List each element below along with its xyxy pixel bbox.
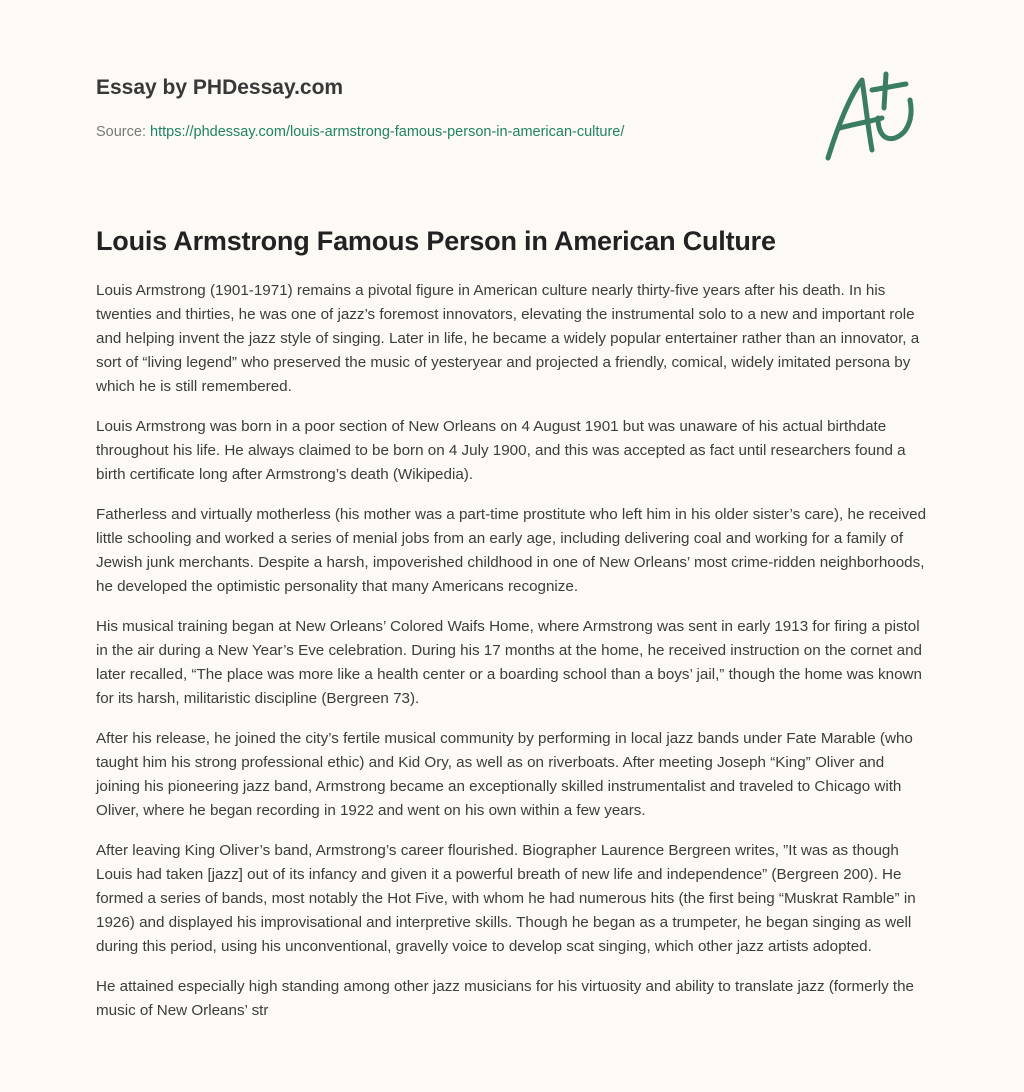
article-title: Louis Armstrong Famous Person in American Culture [96,226,776,256]
paragraph: Fatherless and virtually motherless (his mother was a part-time prostitute who left him in his older sister’s care), he received little schooling and worked a series of menial jobs from an early age, including delivering coal and working for a family of Jewish junk merchants. Despite a harsh, impoverished childhood in one of New Orleans’ most crime-ridden neighborhoods, he developed the optimistic personality that many Americans recognize. [96,506,927,595]
site-title: Essay by PHDessay.com [96,76,344,99]
paragraph: Louis Armstrong was born in a poor section of New Orleans on 4 August 1901 but was unaware of his actual birthdate throughout his life. He always claimed to be born on 4 July 1900, and this was accepted as fact until researchers found a birth certificate long after Armstrong’s death (Wikipedia). [96,418,906,483]
source-line [96,124,624,140]
source-label: Source: [96,124,146,140]
header [96,76,624,140]
paragraph: After leaving King Oliver’s band, Armstrong’s career flourished. Biographer Laurence Bergreen writes, ”It was as though Louis had taken [jazz] out of its infancy and given it a powerful breath of new life and independence” (Bergreen 200). He formed a series of bands, most notably the Hot Five, with whom he had numerous hits (the first being “Muskrat Ramble” in 1926) and displayed his improvisational and interpretive skills. Though he began as a trumpeter, he began singing as well during this period, using his unconventional, gravelly voice to develop scat singing, which other jazz artists adopted. [96,842,916,955]
paragraph: He attained especially high standing among other jazz musicians for his virtuosity and ability to translate jazz (formerly the music of New Orleans’ str [96,978,914,1019]
article [96,226,930,1039]
paragraph: After his release, he joined the city’s fertile musical community by performing in local jazz bands under Fate Marable (who taught him his strong professional ethic) and Kid Ory, as well as on riverboats. After meeting Joseph “King” Oliver and joining his pioneering jazz band, Armstrong became an exceptionally skilled instrumentalist and traveled to Chicago with Oliver, where he began recording in 1922 and went on his own within a few years. [96,730,913,819]
source-link[interactable]: https://phdessay.com/louis-armstrong-famous-person-in-american-culture/ [150,124,625,140]
paragraph: His musical training began at New Orleans’ Colored Waifs Home, where Armstrong was sent in early 1913 for firing a pistol in the air during a New Year’s Eve celebration. During his 17 months at the home, he received instruction on the cornet and later recalled, “The place was more like a health center or a boarding school than a boys’ jail,” though the home was known for its harsh, militaristic discipline (Bergreen 73). [96,618,922,707]
paragraph: Louis Armstrong (1901-1971) remains a pivotal figure in American culture nearly thirty-five years after his death. In his twenties and thirties, he was one of jazz’s foremost innovators, elevating the instrumental solo to a new and important role and helping invent the jazz style of singing. Later in life, he became a widely popular entertainer rather than an innovator, a sort of “living legend” who preserved the music of yesteryear and projected a friendly, comical, widely imitated persona by which he is still remembered. [96,282,920,395]
a-plus-logo-icon [820,66,930,166]
